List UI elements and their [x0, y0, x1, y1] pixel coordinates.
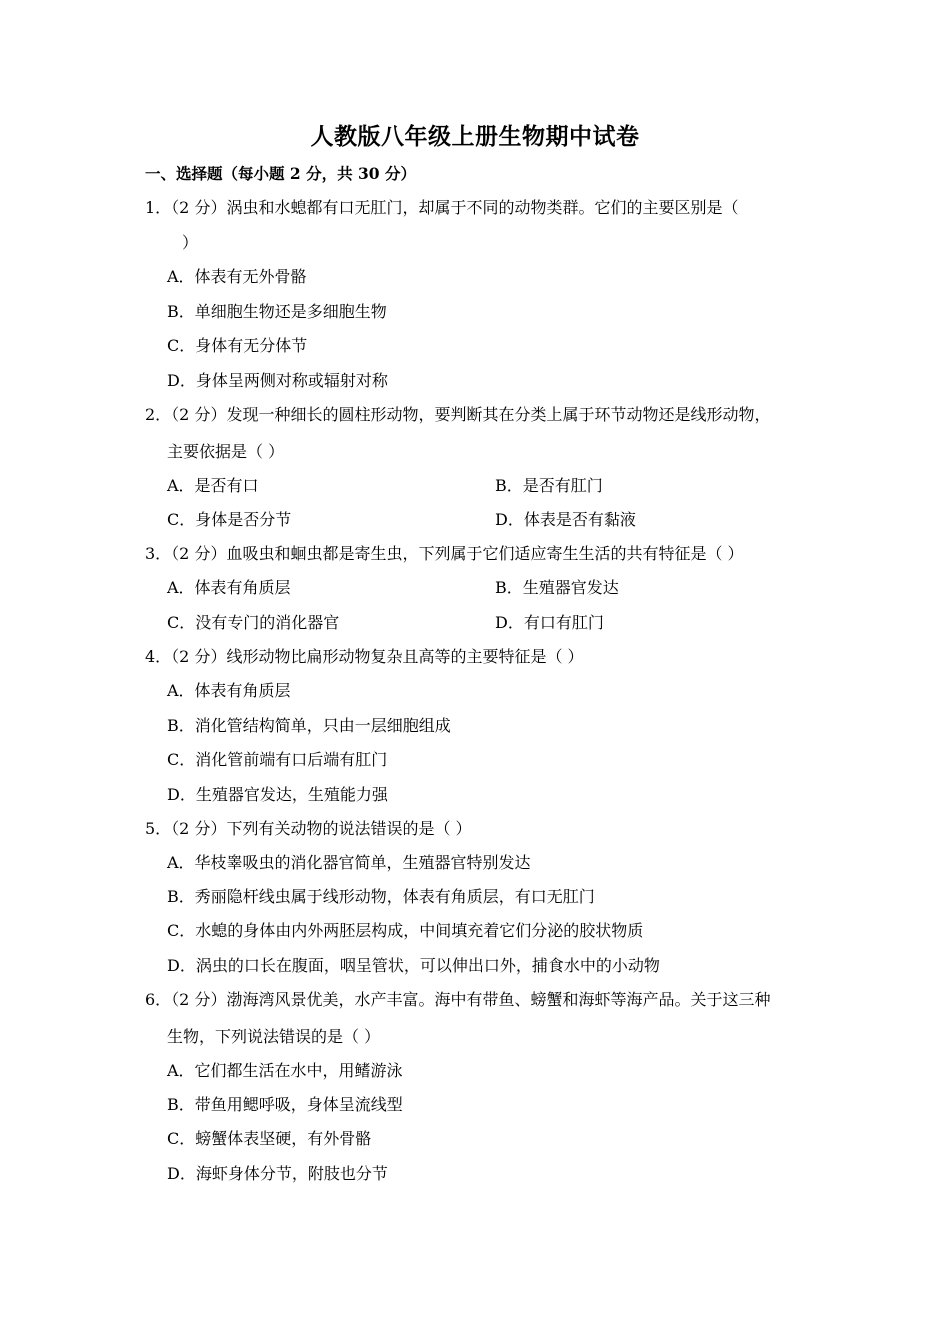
question-5-option-d: D．涡虫的口长在腹面，咽呈管状，可以伸出口外，捕食水中的小动物 — [167, 956, 660, 975]
question-1-option-d: D．身体呈两侧对称或辐射对称 — [167, 371, 388, 390]
question-2-stem: 2．（2 分）发现一种细长的圆柱形动物，要判断其在分类上属于环节动物还是线形动物， — [145, 405, 771, 424]
question-5-option-b: B．秀丽隐杆线虫属于线形动物，体表有角质层，有口无肛门 — [167, 887, 595, 906]
question-2-option-a: A．是否有口 — [167, 476, 259, 495]
question-5-stem: 5．（2 分）下列有关动物的说法错误的是（ ） — [145, 819, 472, 838]
question-5-option-c: C．水螅的身体由内外两胚层构成，中间填充着它们分泌的胶状物质 — [167, 921, 644, 940]
question-6-stem: 6．（2 分）渤海湾风景优美，水产丰富。海中有带鱼、螃蟹和海虾等海产品。关于这三种 — [145, 990, 771, 1009]
question-3-option-a: A．体表有角质层 — [167, 578, 291, 597]
question-6-stem-cont: 生物，下列说法错误的是（ ） — [167, 1027, 381, 1046]
question-4-option-b: B．消化管结构简单，只由一层细胞组成 — [167, 716, 451, 735]
question-1-option-c: C．身体有无分体节 — [167, 336, 308, 355]
question-4-option-a: A．体表有角质层 — [167, 681, 291, 700]
question-4-option-d: D．生殖器官发达，生殖能力强 — [167, 785, 388, 804]
section-heading: 一、选择题（每小题 2 分，共 30 分） — [145, 164, 416, 183]
question-2-option-c: C．身体是否分节 — [167, 510, 292, 529]
question-5-option-a: A．华枝睾吸虫的消化器官简单，生殖器官特别发达 — [167, 853, 531, 872]
question-4-stem: 4．（2 分）线形动物比扁形动物复杂且高等的主要特征是（ ） — [145, 647, 584, 666]
question-6-option-a: A．它们都生活在水中，用鳍游泳 — [167, 1061, 403, 1080]
question-6-option-c: C．螃蟹体表坚硬，有外骨骼 — [167, 1129, 372, 1148]
question-2-stem-cont: 主要依据是（ ） — [167, 442, 285, 461]
question-3-option-b: B．生殖器官发达 — [495, 578, 619, 597]
question-1-option-b: B．单细胞生物还是多细胞生物 — [167, 302, 387, 321]
question-1-stem-cont: ） — [182, 233, 199, 252]
question-3-option-d: D．有口有肛门 — [495, 613, 604, 632]
question-2-option-d: D．体表是否有黏液 — [495, 510, 636, 529]
question-3-option-c: C．没有专门的消化器官 — [167, 613, 340, 632]
question-6-option-d: D．海虾身体分节，附肢也分节 — [167, 1164, 388, 1183]
question-4-option-c: C．消化管前端有口后端有肛门 — [167, 750, 388, 769]
question-1-stem: 1．（2 分）涡虫和水螅都有口无肛门，却属于不同的动物类群。它们的主要区别是（ — [145, 198, 739, 217]
page-title: 人教版八年级上册生物期中试卷 — [310, 123, 640, 150]
question-6-option-b: B．带鱼用鳃呼吸，身体呈流线型 — [167, 1095, 403, 1114]
question-3-stem: 3．（2 分）血吸虫和蛔虫都是寄生虫，下列属于它们适应寄生生活的共有特征是（ ） — [145, 544, 744, 563]
question-1-option-a: A．体表有无外骨骼 — [167, 267, 307, 286]
question-2-option-b: B．是否有肛门 — [495, 476, 603, 495]
